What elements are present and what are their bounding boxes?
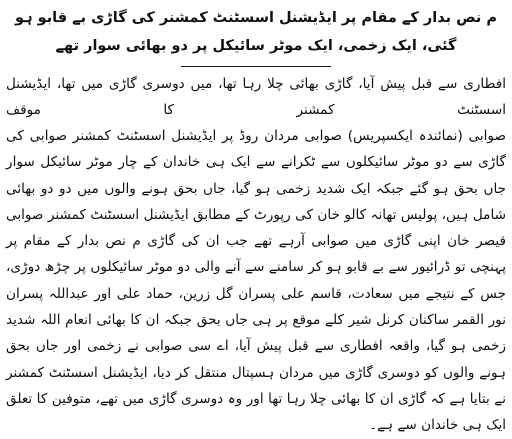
headline-divider [181, 66, 331, 67]
article-headline: م نص بدار کے مقام پر ایڈیشنل اسسٹنٹ کمشنر کی گاڑی بے قابو ہو گئی، ایک زخمی، ایک موٹر سائیکل پر دو بھائی سوار تھے [15, 10, 497, 54]
article-lead: افطاری سے قبل پیش آیا، گاڑی بھائی چلا رہا تھا، میں دوسری گاڑی میں تھا، ایڈیشنل اسسٹنٹ کمشنر کا موقف [6, 76, 506, 118]
article-body: صوابی (نمائندہ ایکسپریس) صوابی مردان روڈ پر ایڈیشنل اسسٹنٹ کمشنر صوابی کی گاڑی سے دو موٹر سائیکلوں سے ٹکرانے سے ایک ہی خاندان کے چار موٹر سائیکل سوار جاں بحق ہو گئے جبکہ ایک شدید زخمی ہو گیا، جاں بحق ہونے والوں میں دو دو بھائی شامل ہیں، پولیس تھانہ کالو خان کی رپورٹ کے مطابق ایڈیشنل اسسٹنٹ کمشنر صوابی قیصر خان اپنی گاڑی میں صوابی آرہے تھے جب ان کی گاڑی م نص بدار کے مقام پر پہنچی تو ڈرائیور سے بے قابو ہو کر سامنے سے آنے والی دو موٹر سائیکلوں پر چڑھ دوڑی، جس کے نتیجے میں سعادت، قاسم علی پسران گل زرین، حماد علی اور عبداللہ پسران نور القمر ساکنان کرنل شیر کلے موقع پر ہی جاں بحق جبکہ ان کا بھائی انعام اللہ شدید زخمی ہو گیا، واقعہ افطاری سے قبل پیش آیا، اے سی صوابی نے زخمی اور جاں بحق ہونے والوں کو دوسری گاڑی میں مردان ہسپتال منتقل کر دیا، ایڈیشنل اسسٹنٹ کمشنر نے بتایا ہے کہ گاڑی ان کا بھائی چلا رہا تھا اور وہ دوسری گاڑی میں تھے، متوفین کا تعلق ایک ہی خاندان سے ہے۔ [6, 128, 506, 434]
